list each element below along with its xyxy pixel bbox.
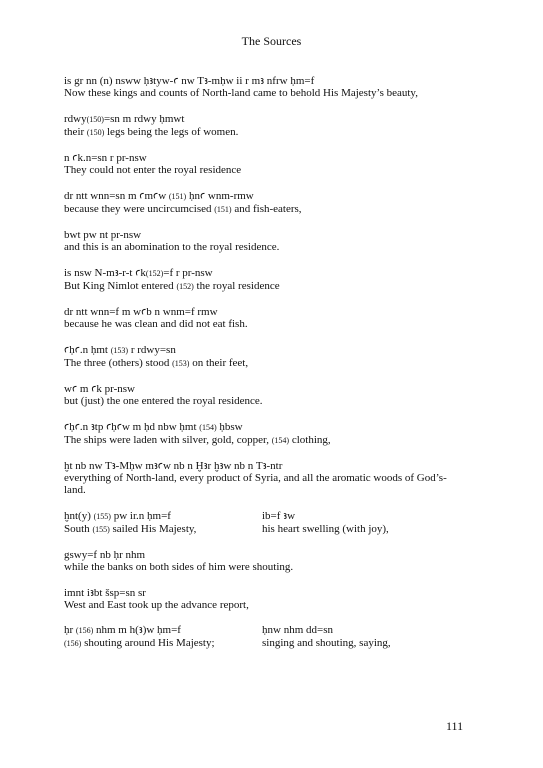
transliteration: n ꜥk.n=sn r pr-nsw (64, 152, 147, 164)
line-number-marker: (152) (145, 268, 164, 278)
line-number-marker: (155) (93, 511, 111, 521)
transliteration: dr ntt wnn=sn m ꜥmꜥw (151) ḥnꜥ wnm-rmw (64, 189, 254, 202)
transliteration: is nsw N-mꜣ-r-t ꜥk(152)=f r pr-nsw (64, 266, 213, 279)
line-number-marker: (154) (271, 435, 290, 445)
transliteration-right: ḥnw nhm dd=sn (262, 624, 333, 636)
translation: West and East took up the advance report, (64, 598, 249, 611)
page-number: 111 (446, 719, 464, 733)
transliteration-right: ib=f ꜣw (262, 509, 296, 522)
transliteration-row (64, 510, 464, 523)
translation-right: his heart swelling (with joy), (262, 522, 389, 535)
passage (64, 267, 464, 293)
passage (64, 190, 464, 216)
transliteration: is gr nn (n) nsww ḥꜣtyw-ꜥ nw Tꜣ-mḥw ii r mꜣ nfrw ḥm=f (64, 75, 315, 87)
translation: their (150) legs being the legs of women. (64, 125, 239, 138)
transliteration-left: ḫnt(y) (155) pw ir.n ḥm=f (64, 509, 171, 522)
translation-row (64, 523, 464, 536)
passage (64, 113, 464, 139)
translation: They could not enter the royal residence (64, 164, 242, 176)
passage (64, 383, 464, 407)
transliteration: bwt pw nt pr-nsw (64, 229, 142, 241)
passage (64, 306, 464, 330)
translation-left: South (155) sailed His Majesty, (64, 522, 197, 535)
passage-two-column (64, 510, 464, 536)
line-number-marker: (150) (86, 127, 105, 137)
passage (64, 421, 464, 447)
translation: everything of North-land, every product of Syria, and all the aromatic woods of God’s-land. (64, 472, 447, 496)
translation: because he was clean and did not eat fish. (64, 318, 248, 330)
translation: Now these kings and counts of North-land came to behold His Majesty’s beauty, (64, 87, 418, 99)
passage-two-column (64, 624, 464, 650)
line-number-marker: (151) (168, 191, 187, 201)
transliteration: rdwy(150)=sn m rdwy ḥmwt (64, 112, 185, 125)
line-number-marker: (151) (214, 204, 232, 214)
passage (64, 460, 464, 496)
transliteration-left: ḥr (156) nhm m h(ꜣ)w ḥm=f (64, 624, 181, 636)
line-number-marker: (153) (110, 345, 129, 355)
line-number-marker: (155) (92, 524, 110, 534)
passage (64, 229, 464, 253)
transliteration: wꜥ m ꜥk pr-nsw (64, 383, 135, 395)
transliteration: dr ntt wnn=f m wꜥb n wnm=f rmw (64, 306, 218, 318)
passage (64, 344, 464, 370)
passage (64, 549, 464, 573)
translation-left: (156) shouting around His Majesty; (64, 637, 215, 649)
translation: The ships were laden with silver, gold, copper, (154) clothing, (64, 433, 331, 446)
line-number-marker: (156) (64, 639, 82, 648)
transliteration: imnt iꜣbt šsp=sn sr (64, 586, 146, 599)
translation: but (just) the one entered the royal residence. (64, 395, 263, 407)
transliteration: gswy=f nb ḥr nhm (64, 549, 146, 561)
translation: But King Nimlot entered (152) the royal residence (64, 279, 280, 292)
passage (64, 75, 464, 99)
translation-row (64, 637, 464, 650)
text-body (64, 75, 464, 664)
line-number-marker: (152) (176, 281, 194, 291)
running-header: The Sources (241, 34, 302, 48)
transliteration-row (64, 624, 464, 637)
translation: while the banks on both sides of him were shouting. (64, 561, 294, 573)
passage (64, 587, 464, 611)
line-number-marker: (156) (75, 626, 94, 635)
passage (64, 152, 464, 176)
translation: because they were uncircumcised (151) and fish-eaters, (64, 202, 302, 215)
transliteration: ꜥḥꜥ.n ꜣtp ꜥḥꜥw m ḥd nbw ḥmt (154) ḥbsw (64, 420, 243, 433)
line-number-marker: (150) (86, 114, 104, 124)
translation-right: singing and shouting, saying, (262, 637, 391, 649)
transliteration: ḫt nb nw Tꜣ-Mḥw mꜣꜥw nb n Ḫꜣr ḫꜣw nb n Tꜣ-ntr (64, 460, 283, 472)
line-number-marker: (154) (199, 422, 217, 432)
line-number-marker: (153) (172, 358, 190, 368)
translation: The three (others) stood (153) on their feet, (64, 356, 249, 369)
transliteration: ꜥḥꜥ.n ḥmt (153) r rdwy=sn (64, 343, 176, 356)
translation: and this is an abomination to the royal residence. (64, 241, 280, 253)
